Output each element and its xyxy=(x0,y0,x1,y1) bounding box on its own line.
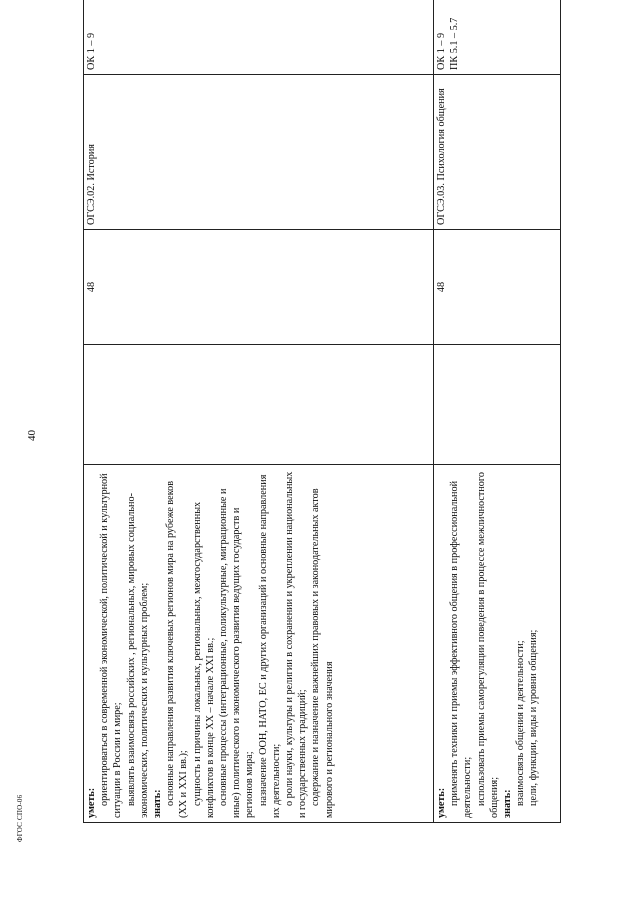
table-row xyxy=(84,0,434,823)
page-number: 40 xyxy=(26,430,38,441)
discipline-cell: ОГСЭ.03. Психология общения xyxy=(434,75,561,230)
znat-item: содержание и назначение важнейших правовых и законодательных актов мирового и регионального значения xyxy=(310,488,335,818)
table-row xyxy=(434,0,561,823)
znat-label: знать: xyxy=(152,789,164,818)
znat-item: основные процессы (интеграционные, поликультурные, миграционные и иные) политического и экономического развития ведущих государств и регионов мира; xyxy=(218,488,256,818)
umet-label: уметь: xyxy=(86,787,97,818)
skills-cell xyxy=(434,465,561,823)
footer-code: ФГОС СПО-06 xyxy=(16,794,24,842)
znat-label: знать: xyxy=(502,789,514,818)
umet-item: выявлять взаимосвязь российских , региональных, мировых социально-экономических, политических и культурных проблем; xyxy=(125,493,150,818)
competencies-cell xyxy=(84,0,434,75)
empty-cell xyxy=(434,345,561,465)
empty-cell xyxy=(84,345,434,465)
hours-cell: 48 xyxy=(84,230,434,345)
competency: ОК 1 – 9 xyxy=(86,32,97,70)
znat-item: назначение ООН, НАТО, ЕС и других организаций и основные направления их деятельности; xyxy=(257,474,282,818)
hours-cell: 48 xyxy=(434,230,561,345)
rotated-table-container xyxy=(83,17,558,823)
skills-cell xyxy=(84,465,434,823)
umet-item: применять техники и приемы эффективного общения в профессиональной деятельности; xyxy=(449,480,474,818)
znat-item: цели, функции, виды и уровни общения; xyxy=(528,629,540,806)
znat-item: о роли науки, культуры и религии в сохранении и укреплении национальных и государственных традиций; xyxy=(284,471,309,818)
znat-item: сущность и причины локальных, региональных, межгосударственных конфликтов в конце XX – начале XXI вв.; xyxy=(191,501,216,818)
umet-item: использовать приемы саморегуляции поведения в процессе межличностного общения; xyxy=(475,472,500,818)
competencies-cell xyxy=(434,0,561,75)
curriculum-table xyxy=(83,0,561,823)
competency: ПК 5.1 – 5.7 xyxy=(449,17,461,70)
competency: ОК 1 – 9 xyxy=(436,32,447,70)
umet-label: уметь: xyxy=(436,787,447,818)
znat-item: взаимосвязь общения и деятельности; xyxy=(515,640,527,806)
znat-item: основные направления развития ключевых регионов мира на рубеже веков (XX и XXI вв.); xyxy=(165,480,190,818)
umet-item: ориентироваться в современной экономической, политической и культурной ситуации в России и мире; xyxy=(99,473,124,818)
discipline-cell: ОГСЭ.02. История xyxy=(84,75,434,230)
